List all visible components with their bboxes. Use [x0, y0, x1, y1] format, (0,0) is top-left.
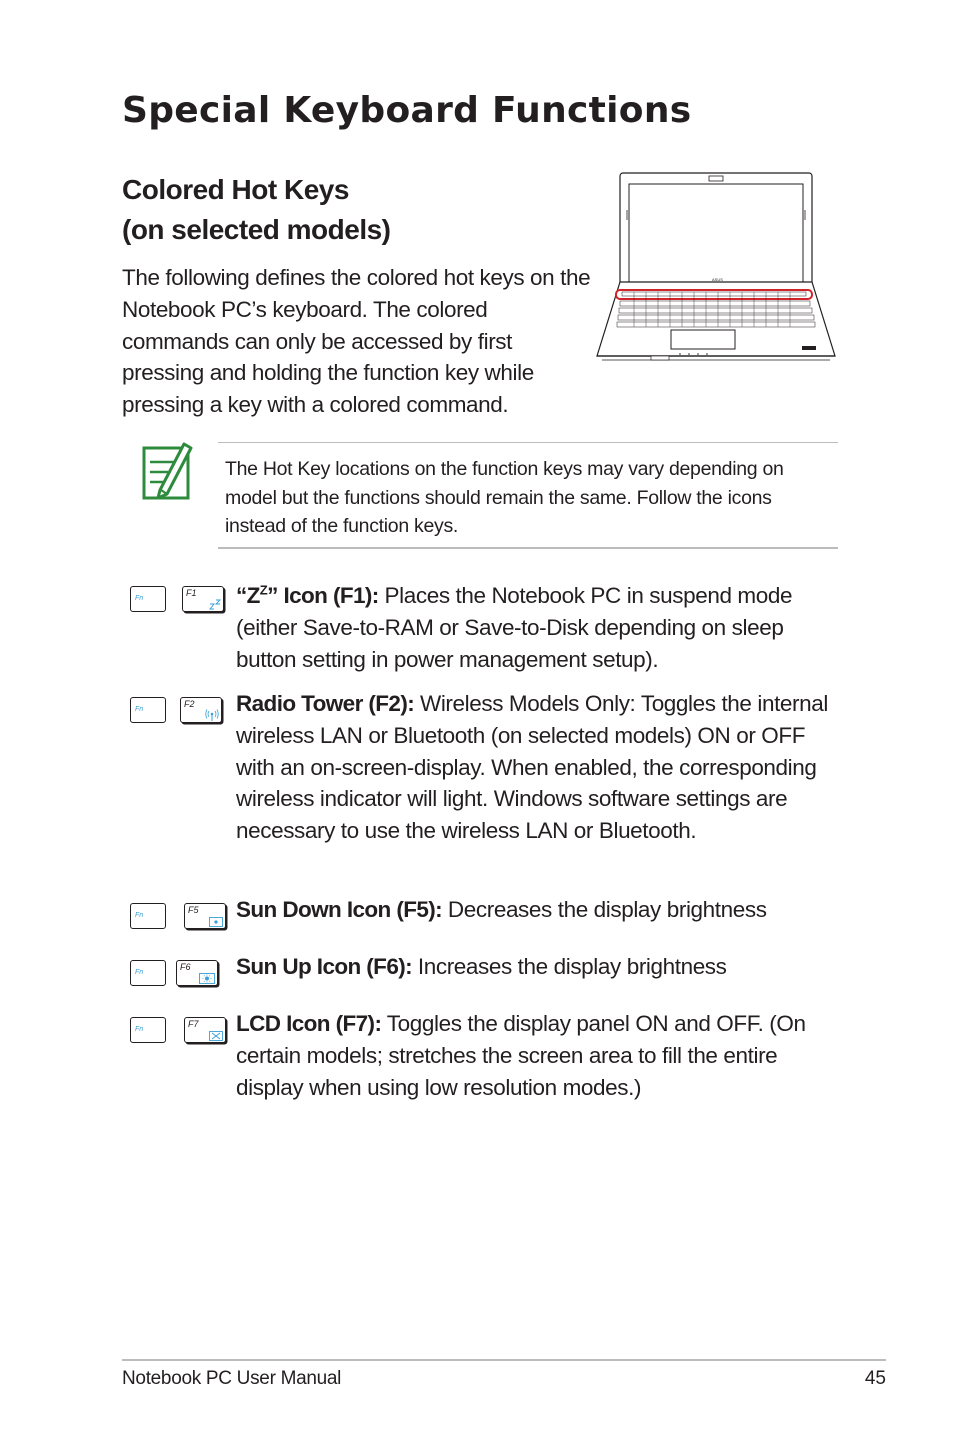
hotkey-f7-title: LCD Icon (F7):: [236, 1011, 382, 1036]
f7-key: [184, 1017, 226, 1043]
sun-up-icon: [199, 973, 215, 984]
fn-key: [130, 586, 166, 612]
hotkey-f1-title: “$Z^Z$” Icon (F1):: [236, 582, 379, 608]
page-title: Special Keyboard Functions: [122, 90, 692, 131]
fn-key: [130, 903, 166, 929]
svg-text:ASUS: ASUS: [712, 277, 723, 282]
fn-key-label: Fn: [135, 969, 144, 976]
f2-key-label: F2: [184, 699, 195, 709]
section-heading: [122, 170, 391, 250]
radio-tower-icon: [205, 709, 219, 721]
notebook-keyboard-illustration: [594, 170, 838, 366]
fn-key-label: Fn: [135, 912, 144, 919]
f1-key-label: F1: [186, 588, 197, 598]
footer-manual-title: Notebook PC User Manual: [122, 1368, 342, 1389]
sun-down-icon: [209, 917, 223, 927]
hotkey-f1-description: “$Z^Z$” Icon (F1): Places the Notebook PC in suspend mode (either Save-to-RAM or Save-to-Disk depending on sleep button setting in power management setup).: [236, 582, 793, 672]
section-heading-line1: Colored Hot Keys: [122, 174, 349, 205]
f6-key: [176, 960, 218, 986]
fn-key: [130, 1017, 166, 1043]
f1-key: [182, 586, 224, 612]
f7-key-label: F7: [188, 1019, 199, 1029]
fn-key: [130, 960, 166, 986]
footer-divider: [122, 1359, 886, 1361]
hotkey-f7-description: LCD Icon (F7): Toggles the display panel ON and OFF. (On certain models; stretches the screen area to fill the entire display when using low resolution modes.): [236, 1011, 806, 1100]
f5-key-label: F5: [188, 905, 199, 915]
f2-key: [180, 697, 222, 723]
note-text: The Hot Key locations on the function keys may vary depending on model but the functions should remain the same. Follow the icons instead of the function keys.: [225, 458, 784, 537]
f5-key: [184, 903, 226, 929]
f6-key-label: F6: [180, 962, 191, 972]
hotkey-f5-title: Sun Down Icon (F5):: [236, 897, 443, 922]
intro-paragraph: The following defines the colored hot keys on the Notebook PC’s keyboard. The colored commands can only be accessed by first pressing and holding the function key while pressing a key with a colored command.: [122, 265, 591, 418]
hotkey-f6-description: Sun Up Icon (F6): Increases the display brightness: [236, 954, 727, 979]
fn-key-label: Fn: [135, 706, 144, 713]
section-heading-line2: (on selected models): [122, 214, 391, 245]
hotkey-f2-title: Radio Tower (F2):: [236, 691, 415, 716]
fn-key-label: Fn: [135, 595, 144, 602]
note-pencil-icon: [138, 438, 194, 500]
note-box: [218, 442, 838, 549]
footer-page-number: 45: [864, 1368, 886, 1389]
hotkey-f5-description: Sun Down Icon (F5): Decreases the display brightness: [236, 897, 767, 922]
lcd-off-icon: [209, 1031, 223, 1041]
hotkey-f6-title: Sun Up Icon (F6):: [236, 954, 413, 979]
fn-key-label: Fn: [135, 1026, 144, 1033]
sleep-zz-icon: [209, 599, 221, 610]
hotkey-f2-description: Radio Tower (F2): Wireless Models Only: Toggles the internal wireless LAN or Bluetooth (on selected models) ON or OFF with an on-screen-display. When enabled, the corresponding wireless indicator will light. Windows software settings are necessary to use the wireless LAN or Bluetooth.: [236, 691, 828, 844]
fn-key: [130, 697, 166, 723]
